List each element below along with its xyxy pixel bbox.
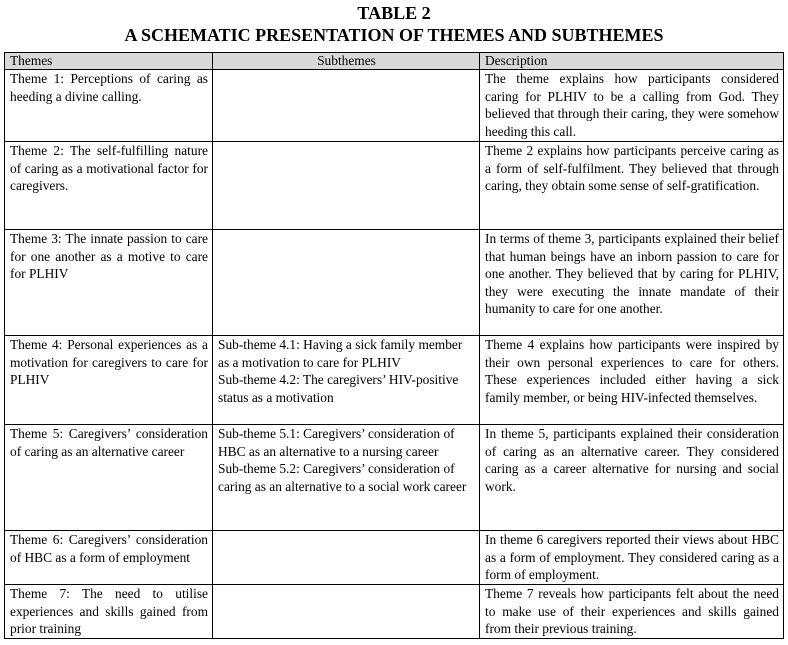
description-cell: In theme 5, participants explained their consideration of caring as an alternative career. They considered caring as a career alternative for nursing and social work. (480, 425, 784, 531)
table-row (5, 142, 784, 230)
table-row (5, 70, 784, 142)
header-description: Description (480, 53, 784, 70)
subthemes-cell (213, 425, 480, 531)
subthemes-cell (213, 585, 480, 639)
subtheme-item: Sub-theme 4.1: Having a sick family member as a motivation to care for PLHIV (218, 337, 463, 370)
subthemes-cell (213, 142, 480, 230)
table-row (5, 531, 784, 585)
table-title (0, 0, 788, 46)
subtheme-item: Sub-theme 4.2: The caregivers’ HIV-positive status as a motivation (218, 372, 459, 405)
theme-cell: Theme 4: Personal experiences as a motivation for caregivers to care for PLHIV (5, 336, 213, 425)
table-row (5, 336, 784, 425)
description-cell: In theme 6 caregivers reported their views about HBC as a form of employment. They considered caring as a form of employment. (480, 531, 784, 585)
description-cell: Theme 4 explains how participants were inspired by their own personal experiences to care for others. These experiences included either having a sick family member, or being HIV-infected themselves. (480, 336, 784, 425)
header-subthemes: Subthemes (213, 53, 480, 70)
subthemes-cell (213, 230, 480, 336)
subthemes-cell (213, 70, 480, 142)
theme-cell: Theme 3: The innate passion to care for one another as a motive to care for PLHIV (5, 230, 213, 336)
table-row (5, 230, 784, 336)
description-cell: In terms of theme 3, participants explained their belief that human beings have an inborn passion to care for one another. They believed that by caring for PLHIV, they were executing the innate mandate of their humanity to care for one another. (480, 230, 784, 336)
table-row (5, 585, 784, 639)
header-themes: Themes (5, 53, 213, 70)
subtheme-item: Sub-theme 5.1: Caregivers’ consideration of HBC as an alternative to a nursing career (218, 426, 455, 459)
theme-cell: Theme 6: Caregivers’ consideration of HBC as a form of employment (5, 531, 213, 585)
table-row (5, 425, 784, 531)
themes-table (4, 52, 784, 639)
theme-cell: Theme 1: Perceptions of caring as heeding a divine calling. (5, 70, 213, 142)
subthemes-cell (213, 531, 480, 585)
subtheme-item: Sub-theme 5.2: Caregivers’ consideration of caring as an alternative to a social work career (218, 461, 467, 494)
theme-cell: Theme 2: The self-fulfilling nature of caring as a motivational factor for caregivers. (5, 142, 213, 230)
description-cell: The theme explains how participants considered caring for PLHIV to be a calling from God. They believed that through their caring, they were somehow heeding this call. (480, 70, 784, 142)
table-number: TABLE 2 (357, 3, 431, 23)
table-caption: A SCHEMATIC PRESENTATION OF THEMES AND SUBTHEMES (124, 25, 664, 45)
subthemes-cell (213, 336, 480, 425)
theme-cell: Theme 5: Caregivers’ consideration of caring as an alternative career (5, 425, 213, 531)
theme-cell: Theme 7: The need to utilise experiences and skills gained from prior training (5, 585, 213, 639)
description-cell: Theme 7 reveals how participants felt about the need to make use of their experiences and skills gained from their previous training. (480, 585, 784, 639)
header-row (5, 53, 784, 70)
description-cell: Theme 2 explains how participants perceive caring as a form of self-fulfilment. They believed that through caring, they obtain some sense of self-gratification. (480, 142, 784, 230)
